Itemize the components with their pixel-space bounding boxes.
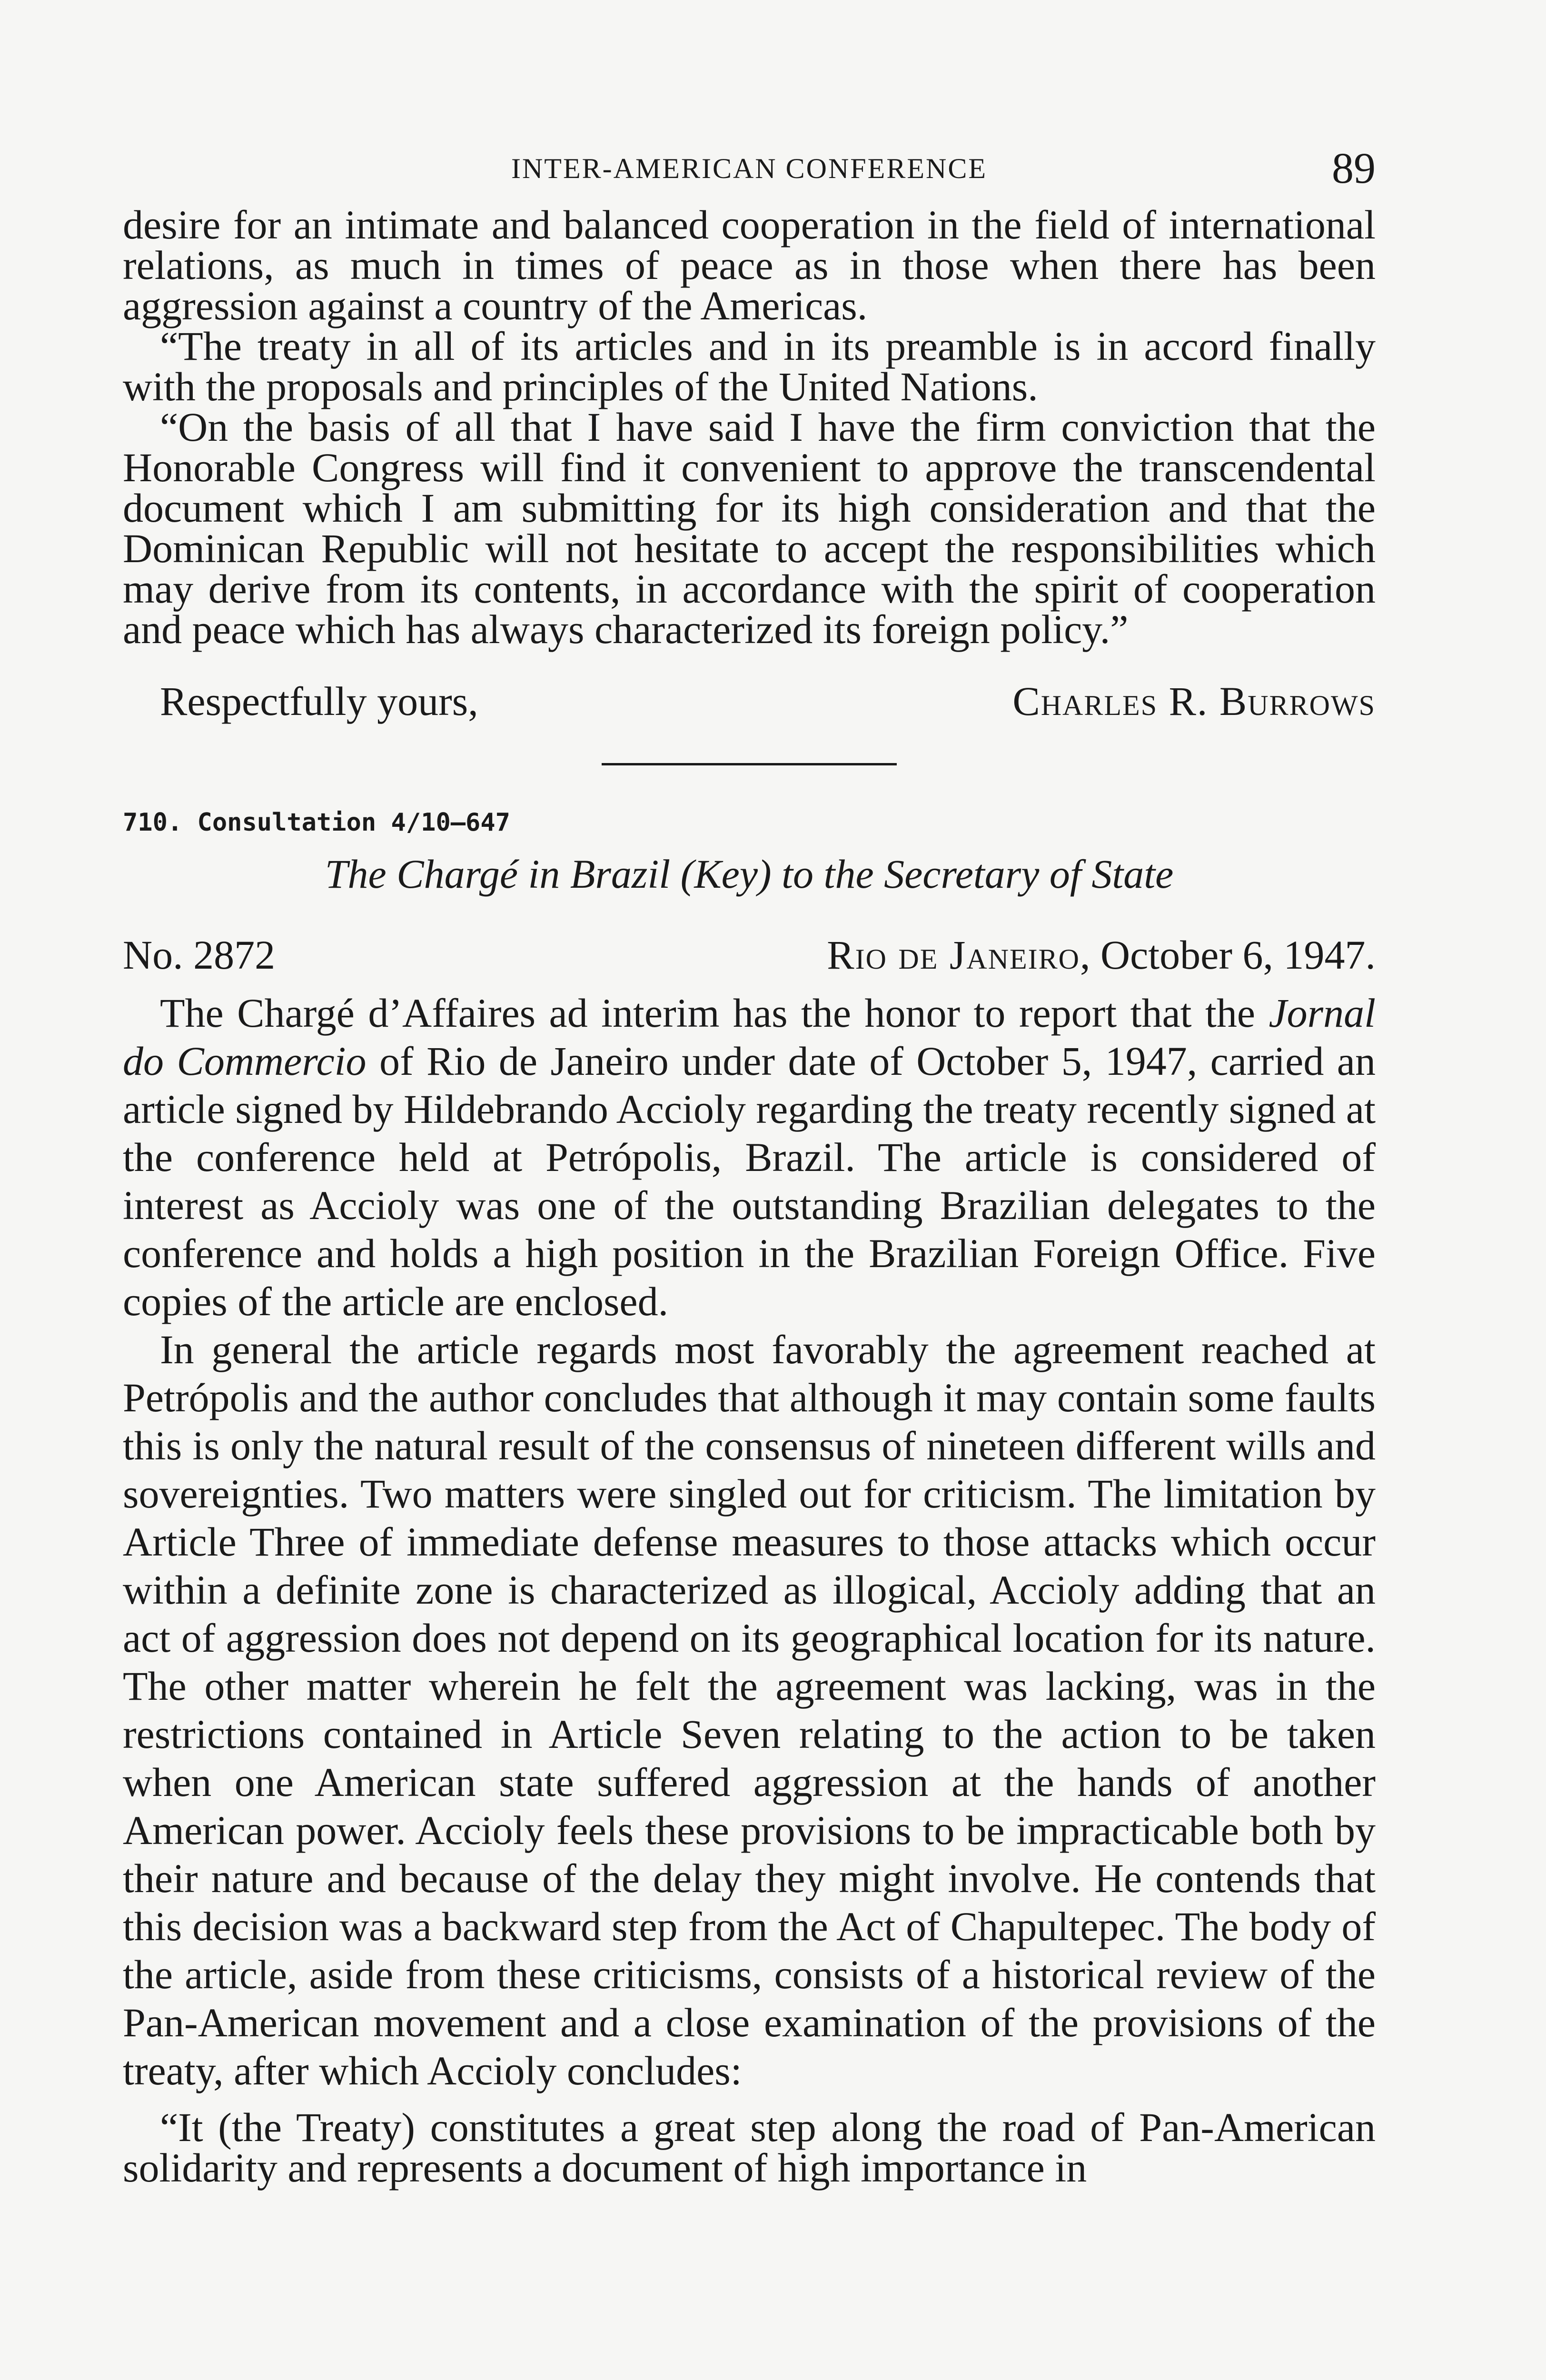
page-content	[123, 143, 1376, 2191]
signature: Charles R. Burrows	[1012, 678, 1376, 724]
body-paragraph: In general the article regards most favorably the agreement reached at Petrópolis and the author concludes that although it may contain some faults this is only the natural result of the consensus of nineteen different wills and sovereignties. Two matters were singled out for criticism. The limitation by Article Three of immediate defense measures to those attacks which occur within a definite zone is characterized as illogical, Accioly adding that an act of aggression does not depend on its geographical location for its nature. The other matter wherein he felt the agreement was lacking, was in the restrictions contained in Article Seven relating to the action to be taken when one American state suffered aggression at the hands of another American power. Accioly feels these provisions to be impracticable both by their nature and because of the delay they might involve. He contends that this decision was a backward step from the Act of Chapultepec. The body of the article, aside from these criticisms, consists of a historical review of the Pan-American movement and a close examination of the provisions of the treaty, after which Accioly concludes:	[123, 1327, 1376, 2093]
letter-paragraph: desire for an intimate and balanced cooperation in the field of international relations, as much in times of peace as in those when there has been aggression against a country of the Americas.	[123, 202, 1376, 328]
letter-paragraph: “The treaty in all of its articles and in its preamble is in accord finally with the proposals and principles of the United Nations.	[123, 323, 1376, 409]
document-710	[123, 808, 1376, 2191]
place: Rio de Janeiro	[827, 932, 1080, 978]
date: , October 6, 1947.	[1080, 932, 1376, 978]
p1-rest: of Rio de Janeiro under date of October 5, 1947, carried an article signed by Hildebrando Accioly regarding the treaty recently signed at the conference held at Petrópolis, Brazil. The article is considered of interest as Accioly was one of the outstanding Brazilian delegates to the conference and holds a high position in the Brazilian Foreign Office. Five copies of the article are enclosed.	[123, 1038, 1376, 1324]
document-heading	[123, 850, 1376, 898]
quoted-paragraph: “It (the Treaty) constitutes a great step along the road of Pan-American solidarity and represents a document of high importance in	[123, 2104, 1376, 2191]
newspaper-title: Jornal do Commercio	[123, 990, 1376, 1084]
heading-part-2: ) to the Secretary of State	[758, 851, 1174, 897]
letter-paragraph: “On the basis of all that I have said I have the firm conviction that the Honorable Congress will find it convenient to approve the transcendental document which I am submitting for its high consideration and that the Dominican Republic will not hesitate to accept the responsibilities which may derive from its contents, in accordance with the spirit of cooperation and peace which has always characterized its foreign policy.”	[123, 404, 1376, 652]
dateline	[123, 931, 1376, 979]
file-reference: 710. Consultation 4/10–647	[123, 808, 510, 837]
letter-closing-line	[123, 677, 1376, 725]
closing-phrase: Respectfully yours,	[160, 678, 478, 724]
p1-intro: The Chargé d’Affaires ad interim has the honor to report that the	[160, 990, 1269, 1036]
letter-excerpt	[123, 202, 1376, 725]
running-header	[123, 143, 1376, 205]
body-paragraph	[123, 989, 1376, 1326]
page-number: 89	[1332, 144, 1376, 192]
running-title: INTER-AMERICAN CONFERENCE	[511, 153, 987, 184]
heading-key: Key	[694, 851, 758, 897]
heading-part-1: The Chargé in Brazil (	[325, 851, 694, 897]
despatch-number: No. 2872	[123, 932, 276, 978]
place-date	[827, 931, 1376, 979]
section-divider	[602, 763, 897, 765]
